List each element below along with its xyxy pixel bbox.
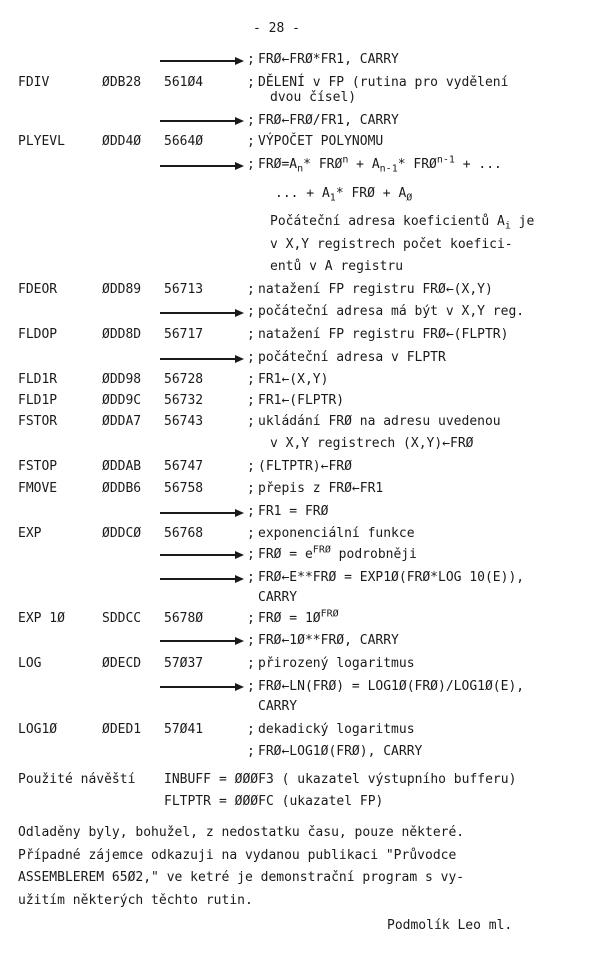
routine-description: natažení FP registru FRØ←(X,Y) xyxy=(258,282,493,297)
routine-description: dekadický logaritmus xyxy=(258,722,415,737)
routine-description: FRØ←FRØ*FR1, CARRY xyxy=(258,52,399,67)
routine-description: FR1←(X,Y) xyxy=(258,372,329,387)
routine-description-continued: dvou čísel) xyxy=(270,90,357,105)
semicolon: ; xyxy=(247,722,255,737)
semicolon: ; xyxy=(247,282,255,297)
arrow xyxy=(160,358,242,360)
routine-hex-address: ØDDA7 xyxy=(102,414,142,429)
arrow xyxy=(160,686,242,688)
exp-formula: FRØ = $e^{FRØ}$ podrobněji xyxy=(258,544,417,562)
routine-name: LOG xyxy=(18,656,42,671)
routine-description: počáteční adresa v FLPTR xyxy=(258,350,446,365)
routine-description: FRØ←1Ø**FRØ, CARRY xyxy=(258,633,399,648)
label-name: INBUFF xyxy=(164,772,211,787)
arrow xyxy=(160,60,242,62)
arrow xyxy=(160,120,242,122)
routine-hex-address: ØDDB6 xyxy=(102,481,142,496)
routine-hex-address: ØDD98 xyxy=(102,372,142,387)
routine-description: FRØ←FRØ/FR1, CARRY xyxy=(258,113,399,128)
labels-used-heading: Použité návěští xyxy=(18,772,136,787)
routine-hex-address: ØDD4Ø xyxy=(102,134,142,149)
semicolon: ; xyxy=(247,134,255,149)
polynomial-formula-continued: ... + $A_1*$ FRØ + $A_Ø$ xyxy=(275,186,413,204)
arrow xyxy=(160,165,242,167)
routine-description: FRØ←LN(FRØ) = LOG1Ø(FRØ)/LOG1Ø(E), xyxy=(258,679,525,694)
exp10-formula: FRØ = $1Ø^{FRØ}$ xyxy=(258,608,339,626)
routine-name: EXP 1Ø xyxy=(18,611,65,626)
closing-paragraph-line: užitím některých těchto rutin. xyxy=(18,893,253,908)
routine-description: přepis z FRØ←FR1 xyxy=(258,481,384,496)
routine-description: FR1←(FLPTR) xyxy=(258,393,345,408)
routine-description-continued: v X,Y registrech (X,Y)←FRØ xyxy=(270,436,474,451)
semicolon: ; xyxy=(247,304,255,319)
routine-decimal-address: 56743 xyxy=(164,414,204,429)
semicolon: ; xyxy=(247,633,255,648)
semicolon: ; xyxy=(247,481,255,496)
routine-decimal-address: 5678Ø xyxy=(164,611,204,626)
routine-hex-address: ØDD8D xyxy=(102,327,142,342)
routine-decimal-address: 57Ø41 xyxy=(164,722,204,737)
coefficients-note-line: entů v A registru xyxy=(270,259,404,274)
routine-description: počáteční adresa má být v X,Y reg. xyxy=(258,304,525,319)
routine-decimal-address: 56747 xyxy=(164,459,204,474)
routine-hex-address: ØDD89 xyxy=(102,282,142,297)
semicolon: ; xyxy=(247,113,255,128)
routine-hex-address: ØDECD xyxy=(102,656,142,671)
routine-description: FRØ←LOG1Ø(FRØ), CARRY xyxy=(258,744,423,759)
routine-name: FSTOR xyxy=(18,414,58,429)
arrow xyxy=(160,554,242,556)
polynomial-formula: $FRØ=A_n*$ $FRØ^n + A_{n-1}*$ $FRØ^{n-1}$ + ... xyxy=(258,154,502,175)
semicolon: ; xyxy=(247,414,255,429)
semicolon: ; xyxy=(247,570,255,585)
routine-description: FR1 = FRØ xyxy=(258,504,329,519)
arrow xyxy=(160,640,242,642)
semicolon: ; xyxy=(247,157,255,172)
routine-decimal-address: 56713 xyxy=(164,282,204,297)
routine-decimal-address: 57Ø37 xyxy=(164,656,204,671)
semicolon: ; xyxy=(247,52,255,67)
routine-decimal-address: 56717 xyxy=(164,327,204,342)
semicolon: ; xyxy=(247,526,255,541)
label-value: = ØØØF3 ( ukazatel výstupního bufferu) xyxy=(219,772,517,787)
semicolon: ; xyxy=(247,656,255,671)
routine-description-continued: CARRY xyxy=(258,590,298,605)
routine-name: PLYEVL xyxy=(18,134,65,149)
semicolon: ; xyxy=(247,679,255,694)
routine-description: ukládání FRØ na adresu uvedenou xyxy=(258,414,501,429)
semicolon: ; xyxy=(247,547,255,562)
arrow xyxy=(160,578,242,580)
arrow xyxy=(160,512,242,514)
semicolon: ; xyxy=(247,744,255,759)
author-signature: Podmolík Leo ml. xyxy=(387,918,513,933)
semicolon: ; xyxy=(247,611,255,626)
page-number: - 28 - xyxy=(253,21,300,36)
routine-name: FDEOR xyxy=(18,282,58,297)
semicolon: ; xyxy=(247,75,255,90)
routine-description: FRØ←E**FRØ = EXP1Ø(FRØ*LOG 10(E)), xyxy=(258,570,525,585)
routine-hex-address: SDDCC xyxy=(102,611,142,626)
routine-name: FLD1P xyxy=(18,393,58,408)
routine-decimal-address: 5664Ø xyxy=(164,134,204,149)
label-name: FLTPTR xyxy=(164,794,211,809)
semicolon: ; xyxy=(247,504,255,519)
routine-description: VÝPOČET POLYNOMU xyxy=(258,134,384,149)
semicolon: ; xyxy=(247,393,255,408)
semicolon: ; xyxy=(247,459,255,474)
routine-hex-address: ØDD9C xyxy=(102,393,142,408)
closing-paragraph-line: ASSEMBLEREM 65Ø2," ve ketré je demonstrační program s vy- xyxy=(18,870,465,885)
routine-hex-address: ØDDCØ xyxy=(102,526,142,541)
routine-decimal-address: 56732 xyxy=(164,393,204,408)
routine-name: EXP xyxy=(18,526,42,541)
routine-name: FLDOP xyxy=(18,327,58,342)
routine-name: LOG1Ø xyxy=(18,722,58,737)
semicolon: ; xyxy=(247,350,255,365)
routine-name: FMOVE xyxy=(18,481,58,496)
coefficients-note: Počáteční adresa koeficientů $A_i$ je xyxy=(270,214,535,232)
routine-decimal-address: 56758 xyxy=(164,481,204,496)
routine-description: (FLTPTR)←FRØ xyxy=(258,459,352,474)
semicolon: ; xyxy=(247,372,255,387)
closing-paragraph-line: Odladěny byly, bohužel, z nedostatku času, pouze některé. xyxy=(18,825,465,840)
routine-description: exponenciální funkce xyxy=(258,526,415,541)
arrow xyxy=(160,312,242,314)
routine-decimal-address: 56768 xyxy=(164,526,204,541)
routine-name: FSTOP xyxy=(18,459,58,474)
routine-hex-address: ØDB28 xyxy=(102,75,142,90)
routine-description: DĚLENÍ v FP (rutina pro vydělení xyxy=(258,75,509,90)
routine-name: FLD1R xyxy=(18,372,58,387)
routine-decimal-address: 561Ø4 xyxy=(164,75,204,90)
coefficients-note-line: v X,Y registrech počet koefici- xyxy=(270,237,513,252)
routine-name: FDIV xyxy=(18,75,50,90)
routine-hex-address: ØDED1 xyxy=(102,722,142,737)
closing-paragraph-line: Případné zájemce odkazuji na vydanou publikaci "Průvodce xyxy=(18,848,457,863)
routine-description: natažení FP registru FRØ←(FLPTR) xyxy=(258,327,509,342)
label-value: = ØØØFC (ukazatel FP) xyxy=(219,794,384,809)
routine-description: přirozený logaritmus xyxy=(258,656,415,671)
routine-hex-address: ØDDAB xyxy=(102,459,142,474)
routine-decimal-address: 56728 xyxy=(164,372,204,387)
semicolon: ; xyxy=(247,327,255,342)
routine-description-continued: CARRY xyxy=(258,699,298,714)
